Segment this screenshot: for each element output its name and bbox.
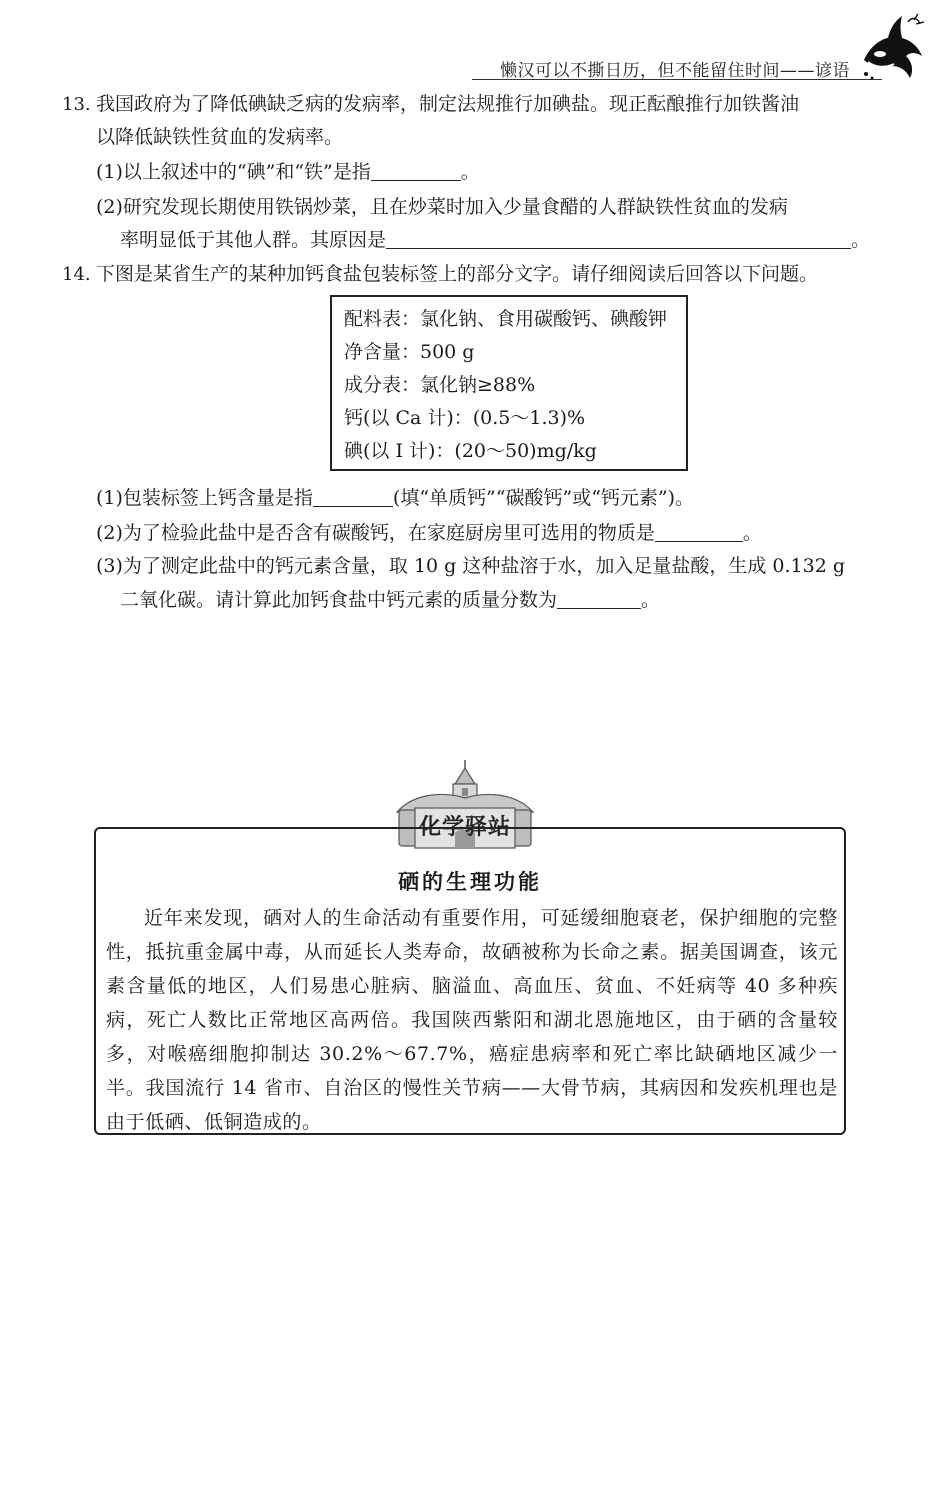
label-line: 成分表：氯化钠≥88% — [344, 374, 536, 396]
sub-question-text: (填“单质钙”“碳酸钙”或“钙元素”)。 — [392, 487, 695, 509]
sub-question-text: 二氧化碳。请计算此加钙食盐中钙元素的质量分数为 — [120, 589, 558, 611]
question-13-sub1 — [96, 156, 480, 188]
sub-question-text: (2)为了检验此盐中是否含有碳酸钙，在家庭厨房里可选用的物质是 — [96, 522, 655, 544]
sub-question-text: 率明显低于其他人群。其原因是 — [120, 229, 387, 251]
question-text: 以降低缺铁性贫血的发病率。 — [96, 126, 344, 148]
station-title: 化学驿站 — [418, 815, 511, 840]
question-14-sub3 — [96, 550, 936, 582]
answer-blank[interactable] — [557, 586, 641, 609]
orca-whale-icon — [858, 12, 928, 84]
question-14-sub1 — [96, 482, 694, 514]
page-header — [0, 0, 950, 90]
sub-question-text: 。 — [851, 229, 871, 251]
sub-question-text: 。 — [742, 522, 762, 544]
header-motto: 懒汉可以不撕日历，但不能留住时间——谚语 — [500, 61, 850, 81]
label-line: 净含量：500 g — [344, 341, 475, 363]
question-14-stem — [62, 258, 932, 291]
article-body: 近年来发现，硒对人的生命活动有重要作用，可延缓细胞衰老，保护细胞的完整性，抵抗重金属中毒，从而延长人类寿命，故硒被称为长命之素。据美国调查，该元素含量低的地区，人们易患心脏病、脑溢血、高血压、贫血、不妊病等 40 多种疾病，死亡人数比正常地区高两倍。我国陕西紫阳和湖北恩施地区，由于硒的含量较多，对喉癌细胞抑制达 30.2%～67.7%，癌症患病率和死亡率比缺硒地区减少一半。我国流行 14 省市、自治区的慢性关节病——大骨节病，其病因和发疾机理也是由于低硒、低铜造成的。 — [106, 907, 838, 1133]
sub-question-text: (1)包装标签上钙含量是指 — [96, 487, 313, 509]
sub-question-text: (3)为了测定此盐中的钙元素含量，取 10 g 这种盐溶于水，加入足量盐酸，生成 0.132 g — [96, 555, 846, 577]
sub-question-text: 。 — [460, 161, 480, 183]
question-13-sub2 — [96, 191, 936, 223]
question-14-sub2 — [96, 517, 762, 549]
question-13-stem-cont — [96, 121, 343, 153]
sub-question-text: 。 — [641, 589, 661, 611]
question-number: 14. — [62, 264, 91, 285]
question-13-stem — [62, 88, 932, 121]
question-13-sub2-cont — [120, 224, 870, 256]
question-text: 我国政府为了降低碘缺乏病的发病率，制定法规推行加碘盐。现正酝酿推行加铁酱油 — [96, 93, 800, 115]
label-line: 钙(以 Ca 计)：(0.5～1.3)% — [344, 407, 586, 429]
question-14-sub3-cont — [120, 584, 660, 616]
header-rule — [472, 79, 882, 80]
salt-package-label — [330, 295, 688, 471]
label-line: 配料表：氯化钠、食用碳酸钙、碘酸钾 — [344, 308, 668, 330]
question-text: 下图是某省生产的某种加钙食盐包装标签上的部分文字。请仔细阅读后回答以下问题。 — [96, 263, 819, 285]
answer-blank[interactable] — [386, 226, 851, 249]
label-line: 碘(以 I 计)：(20～50)mg/kg — [344, 440, 597, 462]
answer-blank[interactable] — [371, 158, 461, 181]
sub-question-text: (1)以上叙述中的“碘”和“铁”是指 — [96, 161, 371, 183]
article-title: 硒的生理功能 — [398, 870, 542, 894]
reading-box — [94, 827, 846, 1135]
sub-question-text: (2)研究发现长期使用铁锅炒菜，且在炒菜时加入少量食醋的人群缺铁性贫血的发病 — [96, 196, 788, 218]
answer-blank[interactable] — [313, 484, 393, 507]
question-number: 13. — [62, 94, 91, 115]
answer-blank[interactable] — [655, 519, 743, 542]
